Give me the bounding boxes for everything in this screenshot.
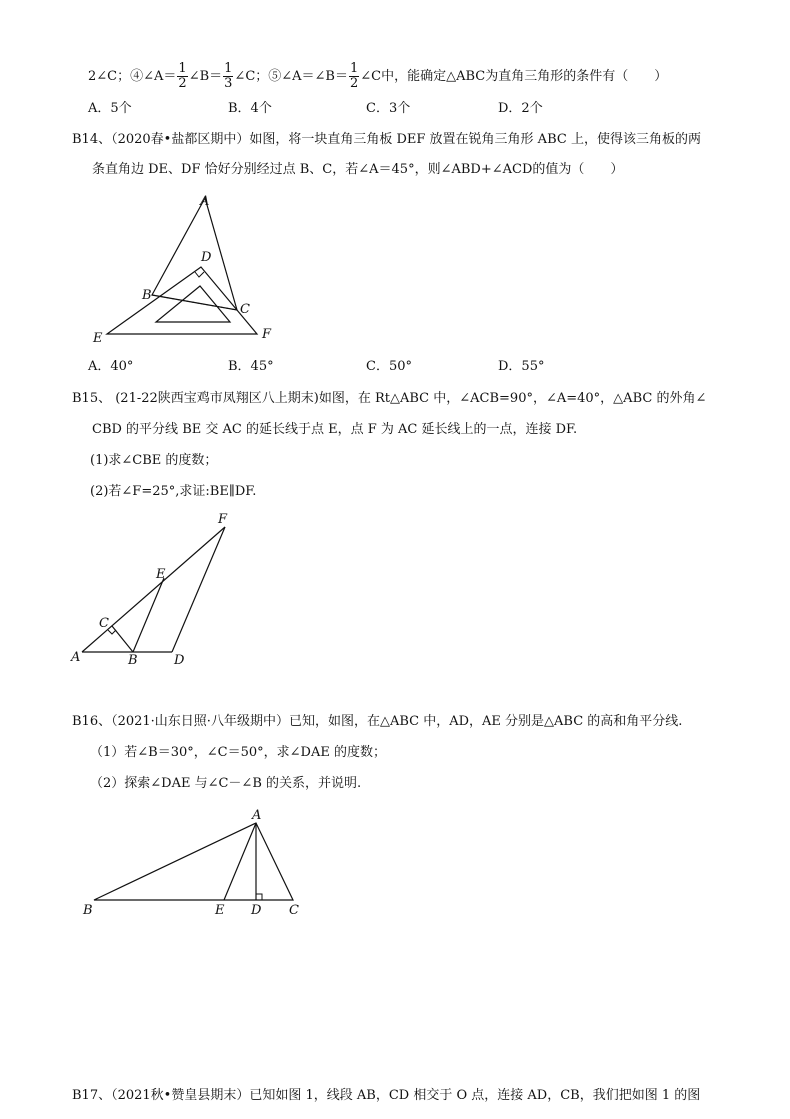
label-c: C — [240, 302, 250, 317]
label-d: D — [201, 250, 212, 265]
q14-figure — [85, 190, 285, 350]
q14-option-c: C．50° — [366, 359, 412, 374]
q14-option-b: B．45° — [228, 359, 274, 374]
label-f: F — [262, 327, 272, 342]
q13-option-d: D．2个 — [498, 101, 543, 116]
q14-stem-line1: B14、（2020春•盐都区期中）如图，将一块直角三角板 DEF 放置在锐角三角形 ABC 上，使得该三角板的两 — [72, 132, 701, 147]
label-e: E — [215, 903, 225, 918]
q14-option-d: D．55° — [498, 359, 545, 374]
q13-text-part3: ∠C；⑤∠A＝∠B＝ — [234, 69, 348, 84]
q14-stem-line2: 条直角边 DE、DF 恰好分别经过点 B、C，若∠A＝45°，则∠ABD+∠ACD的值为（ ） — [92, 162, 624, 177]
line-af — [82, 527, 225, 652]
label-d: D — [174, 653, 185, 668]
q15-sub1: (1)求∠CBE 的度数； — [90, 453, 218, 468]
label-b: B — [83, 903, 93, 918]
label-e: E — [156, 567, 166, 582]
q13-text-part1: 2∠C；④∠A＝ — [88, 69, 177, 84]
label-b: B — [142, 288, 152, 303]
line-ae — [224, 823, 256, 900]
fraction: $\frac{1}{2}$ — [178, 61, 187, 91]
q15-figure — [68, 510, 248, 670]
label-b: B — [128, 653, 138, 668]
fraction: $\frac{1}{2}$ — [350, 61, 359, 91]
label-c: C — [289, 903, 299, 918]
line-cb — [112, 626, 133, 652]
q15-stem-line1: B15、 (21-22陕西宝鸡市凤翔区八上期末)如图，在 Rt△ABC 中，∠ACB=90°，∠A=40°，△ABC 的外角∠ — [72, 391, 707, 406]
q13-option-b: B．4个 — [228, 101, 272, 116]
q15-stem-line2: CBD 的平分线 BE 交 AC 的延长线于点 E，点 F 为 AC 延长线上的一点，连接 DF. — [92, 422, 578, 437]
right-angle-mark — [108, 630, 116, 634]
q15-sub2: (2)若∠F=25°,求证:BE∥DF. — [90, 484, 257, 499]
label-d: D — [251, 903, 262, 918]
label-a: A — [71, 650, 81, 665]
label-a: A — [200, 194, 210, 209]
q14-option-a: A．40° — [88, 359, 134, 374]
label-f: F — [218, 512, 228, 527]
q16-sub1: （1）若∠B＝30°，∠C＝50°，求∠DAE 的度数； — [90, 745, 386, 760]
line-be — [133, 578, 164, 652]
q17-stem-line1: B17、（2021秋•赞皇县期末）已知如图 1，线段 AB，CD 相交于 O 点，连接 AD，CB，我们把如图 1 的图 — [72, 1088, 701, 1103]
label-e: E — [93, 331, 103, 346]
q16-figure — [78, 805, 338, 925]
q13-option-c: C．3个 — [366, 101, 411, 116]
q13-conditions-line — [88, 62, 667, 91]
q16-stem-line1: B16、（2021·山东日照·八年级期中）已知，如图，在△ABC 中，AD，AE 分别是△ABC 的高和角平分线. — [72, 714, 683, 729]
right-angle-mark — [195, 272, 204, 277]
q13-text-part2: ∠B＝ — [188, 69, 223, 84]
label-c: C — [99, 616, 109, 631]
q13-text-part4: ∠C中，能确定△ABC为直角三角形的条件有（ ） — [360, 69, 668, 84]
line-df — [172, 527, 225, 652]
q13-option-a: A．5个 — [88, 101, 132, 116]
q16-sub2: （2）探索∠DAE 与∠C－∠B 的关系，并说明. — [90, 776, 362, 791]
right-angle-mark — [256, 894, 262, 900]
label-a: A — [252, 808, 262, 823]
triangle-abc — [94, 823, 293, 900]
fraction: $\frac{1}{3}$ — [224, 61, 233, 91]
